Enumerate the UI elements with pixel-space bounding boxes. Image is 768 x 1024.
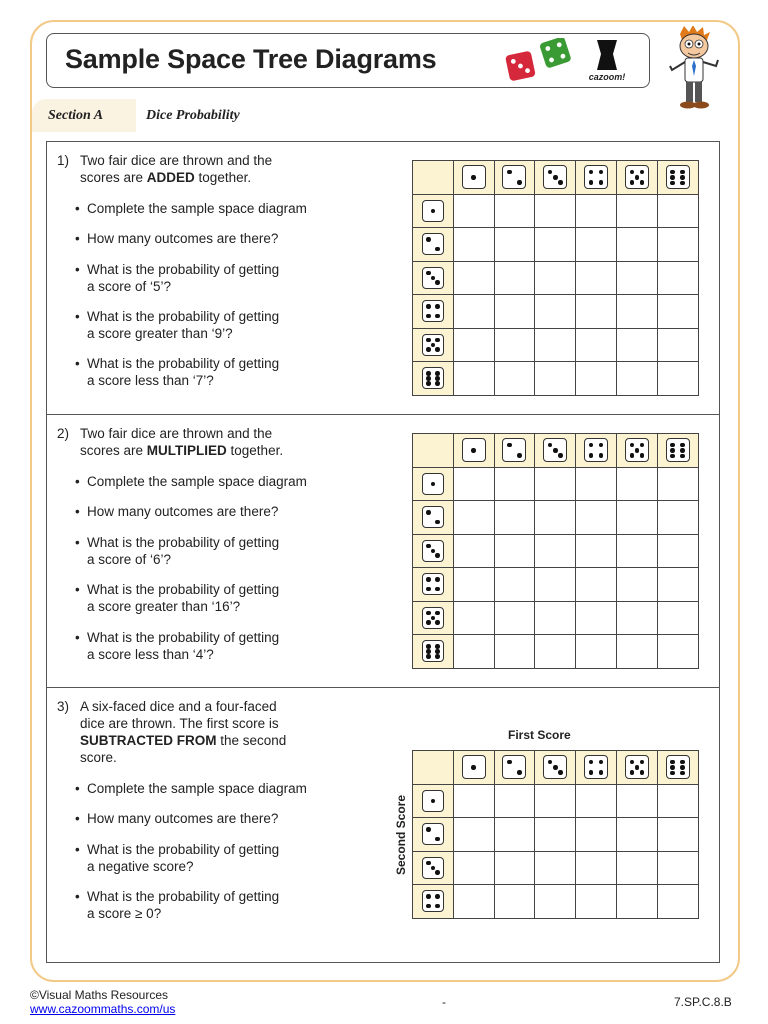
answer-cell[interactable] [494, 501, 535, 535]
row-header-cell [413, 228, 454, 262]
row-header-cell [413, 851, 454, 885]
answer-cell[interactable] [576, 328, 617, 362]
answer-cell[interactable] [657, 261, 698, 295]
task-item: • What is the probability of getting a score ≥ 0? [75, 888, 375, 922]
answer-cell[interactable] [576, 295, 617, 329]
answer-cell[interactable] [453, 362, 494, 396]
question-line: scores are ADDED together. [80, 170, 252, 185]
answer-cell[interactable] [535, 261, 576, 295]
question-line: A six-faced dice and a four-faced [80, 699, 277, 714]
answer-cell[interactable] [616, 534, 657, 568]
task-item: • How many outcomes are there? [75, 503, 375, 520]
row-header-cell [413, 467, 454, 501]
column-header-cell [657, 161, 698, 195]
answer-cell[interactable] [616, 784, 657, 818]
first-score-label: First Score [508, 728, 571, 742]
question-1-text [57, 152, 377, 186]
die-face-4-icon [584, 165, 608, 189]
answer-cell[interactable] [616, 194, 657, 228]
answer-cell[interactable] [657, 885, 698, 919]
die-face-1-icon [422, 473, 444, 495]
answer-cell[interactable] [453, 228, 494, 262]
answer-cell[interactable] [535, 228, 576, 262]
page-title: Sample Space Tree Diagrams [65, 44, 437, 74]
task-item: • What is the probability of getting a score less than ‘4’? [75, 629, 375, 663]
mascot-character-icon [662, 26, 724, 112]
grid-corner-cell [413, 751, 454, 785]
cazoom-logo-icon [579, 38, 635, 72]
die-face-4-icon [584, 438, 608, 462]
answer-cell[interactable] [576, 261, 617, 295]
die-face-1-icon [422, 790, 444, 812]
answer-cell[interactable] [576, 635, 617, 669]
title-banner [46, 33, 650, 88]
die-face-5-icon [625, 438, 649, 462]
task-item: • Complete the sample space diagram [75, 200, 375, 217]
die-face-5-icon [625, 165, 649, 189]
row-header-cell [413, 784, 454, 818]
answer-cell[interactable] [657, 818, 698, 852]
answer-cell[interactable] [494, 635, 535, 669]
die-face-6-icon [422, 367, 444, 389]
die-face-6-icon [666, 755, 690, 779]
answer-cell[interactable] [616, 885, 657, 919]
answer-cell[interactable] [494, 568, 535, 602]
row-header-cell [413, 362, 454, 396]
answer-cell[interactable] [576, 467, 617, 501]
question-line: dice are thrown. The first score is [80, 716, 279, 731]
footer-credits [30, 988, 175, 1016]
answer-cell[interactable] [453, 261, 494, 295]
answer-cell[interactable] [576, 885, 617, 919]
die-face-5-icon [625, 755, 649, 779]
column-header-cell [535, 751, 576, 785]
answer-cell[interactable] [535, 784, 576, 818]
answer-cell[interactable] [616, 635, 657, 669]
answer-cell[interactable] [535, 534, 576, 568]
answer-cell[interactable] [657, 601, 698, 635]
column-header-cell [616, 434, 657, 468]
answer-cell[interactable] [576, 194, 617, 228]
task-item: • How many outcomes are there? [75, 810, 375, 827]
sample-space-grid-2 [412, 433, 699, 669]
column-header-cell [494, 434, 535, 468]
row-header-cell [413, 635, 454, 669]
answer-cell[interactable] [535, 885, 576, 919]
die-face-4-icon [422, 573, 444, 595]
task-item: • What is the probability of getting a score of ‘5’? [75, 261, 375, 295]
die-face-2-icon [422, 506, 444, 528]
answer-cell[interactable] [453, 601, 494, 635]
question-number: 1) [57, 153, 70, 168]
column-header-cell [576, 434, 617, 468]
answer-cell[interactable] [494, 261, 535, 295]
answer-cell[interactable] [494, 784, 535, 818]
task-item: • How many outcomes are there? [75, 230, 375, 247]
answer-cell[interactable] [453, 885, 494, 919]
answer-cell[interactable] [616, 362, 657, 396]
die-face-1-icon [462, 165, 486, 189]
answer-cell[interactable] [453, 635, 494, 669]
answer-cell[interactable] [616, 295, 657, 329]
row-header-cell [413, 295, 454, 329]
page-marker: - [442, 995, 446, 1009]
die-face-3-icon [422, 267, 444, 289]
answer-cell[interactable] [576, 228, 617, 262]
column-header-cell [576, 161, 617, 195]
die-face-2-icon [422, 233, 444, 255]
answer-cell[interactable] [576, 784, 617, 818]
row-header-cell [413, 885, 454, 919]
answer-cell[interactable] [494, 328, 535, 362]
row-header-cell [413, 501, 454, 535]
column-header-cell [494, 751, 535, 785]
column-header-cell [616, 161, 657, 195]
operation-keyword: SUBTRACTED FROM [80, 733, 217, 748]
answer-cell[interactable] [576, 818, 617, 852]
answer-cell[interactable] [535, 601, 576, 635]
answer-cell[interactable] [576, 501, 617, 535]
row-header-cell [413, 818, 454, 852]
answer-cell[interactable] [453, 534, 494, 568]
answer-cell[interactable] [616, 818, 657, 852]
die-face-1-icon [422, 200, 444, 222]
standard-code: 7.SP.C.8.B [674, 995, 732, 1009]
task-item: • What is the probability of getting a score less than ‘7’? [75, 355, 375, 389]
column-header-cell [494, 161, 535, 195]
answer-cell[interactable] [535, 362, 576, 396]
answer-cell[interactable] [494, 534, 535, 568]
die-face-3-icon [422, 857, 444, 879]
answer-cell[interactable] [494, 885, 535, 919]
answer-cell[interactable] [494, 194, 535, 228]
answer-cell[interactable] [494, 818, 535, 852]
die-face-3-icon [422, 540, 444, 562]
sample-space-grid-3 [412, 750, 699, 919]
answer-cell[interactable] [453, 818, 494, 852]
die-face-2-icon [502, 438, 526, 462]
answer-cell[interactable] [616, 501, 657, 535]
operation-keyword: ADDED [146, 170, 195, 185]
answer-cell[interactable] [494, 467, 535, 501]
question-line: scores are MULTIPLIED together. [80, 443, 284, 458]
second-score-label: Second Score [394, 794, 408, 876]
row-header-cell [413, 601, 454, 635]
column-header-cell [535, 434, 576, 468]
answer-cell[interactable] [616, 601, 657, 635]
answer-cell[interactable] [453, 784, 494, 818]
row-header-cell [413, 328, 454, 362]
answer-cell[interactable] [535, 635, 576, 669]
answer-cell[interactable] [576, 601, 617, 635]
section-label: Section A [48, 108, 104, 123]
die-face-2-icon [422, 823, 444, 845]
answer-cell[interactable] [657, 851, 698, 885]
answer-cell[interactable] [453, 328, 494, 362]
die-face-4-icon [422, 890, 444, 912]
answer-cell[interactable] [616, 228, 657, 262]
grid-corner-cell [413, 434, 454, 468]
column-header-cell [616, 751, 657, 785]
answer-cell[interactable] [453, 568, 494, 602]
die-face-3-icon [543, 165, 567, 189]
operation-keyword: MULTIPLIED [146, 443, 227, 458]
question-line: Two fair dice are thrown and the [80, 153, 273, 168]
answer-cell[interactable] [657, 635, 698, 669]
question-line: score. [80, 750, 117, 765]
task-item: • What is the probability of getting a score greater than ‘16’? [75, 581, 375, 615]
die-face-4-icon [422, 300, 444, 322]
column-header-cell [453, 434, 494, 468]
column-header-cell [657, 434, 698, 468]
task-item: • What is the probability of getting a negative score? [75, 841, 375, 875]
die-face-3-icon [543, 755, 567, 779]
column-header-cell [535, 161, 576, 195]
answer-cell[interactable] [576, 851, 617, 885]
question-number: 3) [57, 699, 70, 714]
answer-cell[interactable] [535, 568, 576, 602]
answer-cell[interactable] [453, 851, 494, 885]
die-face-2-icon [502, 755, 526, 779]
task-item: • Complete the sample space diagram [75, 473, 375, 490]
answer-cell[interactable] [576, 568, 617, 602]
die-face-6-icon [422, 640, 444, 662]
answer-cell[interactable] [616, 568, 657, 602]
answer-cell[interactable] [535, 818, 576, 852]
answer-cell[interactable] [657, 568, 698, 602]
answer-cell[interactable] [494, 362, 535, 396]
die-face-6-icon [666, 438, 690, 462]
answer-cell[interactable] [494, 295, 535, 329]
answer-cell[interactable] [657, 534, 698, 568]
die-face-3-icon [543, 438, 567, 462]
answer-cell[interactable] [576, 534, 617, 568]
answer-cell[interactable] [535, 194, 576, 228]
website-link[interactable]: www.cazoommaths.com/us [30, 1002, 176, 1016]
answer-cell[interactable] [657, 295, 698, 329]
dice-logo-icon [499, 38, 579, 86]
answer-cell[interactable] [535, 501, 576, 535]
answer-cell[interactable] [657, 228, 698, 262]
answer-cell[interactable] [494, 851, 535, 885]
cazoom-logo [579, 38, 635, 84]
task-item: • Complete the sample space diagram [75, 780, 375, 797]
answer-cell[interactable] [535, 295, 576, 329]
answer-cell[interactable] [657, 194, 698, 228]
row-header-cell [413, 534, 454, 568]
answer-cell[interactable] [616, 851, 657, 885]
answer-cell[interactable] [657, 362, 698, 396]
question-3-text [57, 698, 377, 766]
column-header-cell [453, 751, 494, 785]
column-header-cell [576, 751, 617, 785]
row-header-cell [413, 568, 454, 602]
answer-cell[interactable] [535, 851, 576, 885]
answer-cell[interactable] [576, 362, 617, 396]
answer-cell[interactable] [453, 501, 494, 535]
answer-cell[interactable] [657, 467, 698, 501]
question-line: Two fair dice are thrown and the [80, 426, 273, 441]
die-face-4-icon [584, 755, 608, 779]
question-line: SUBTRACTED FROM the second [80, 733, 287, 748]
task-item: • What is the probability of getting a score greater than ‘9’? [75, 308, 375, 342]
column-header-cell [657, 751, 698, 785]
cazoom-brand-text: cazoom! [588, 72, 626, 82]
answer-cell[interactable] [535, 467, 576, 501]
answer-cell[interactable] [453, 295, 494, 329]
die-face-1-icon [462, 755, 486, 779]
answer-cell[interactable] [494, 228, 535, 262]
answer-cell[interactable] [616, 328, 657, 362]
answer-cell[interactable] [657, 328, 698, 362]
question-2-text [57, 425, 377, 459]
grid-corner-cell [413, 161, 454, 195]
answer-cell[interactable] [494, 601, 535, 635]
answer-cell[interactable] [453, 194, 494, 228]
die-face-6-icon [666, 165, 690, 189]
task-item: • What is the probability of getting a score of ‘6’? [75, 534, 375, 568]
answer-cell[interactable] [535, 328, 576, 362]
answer-cell[interactable] [616, 261, 657, 295]
row-header-cell [413, 194, 454, 228]
question-number: 2) [57, 426, 70, 441]
copyright-text: ©Visual Maths Resources [30, 988, 169, 1002]
die-face-1-icon [462, 438, 486, 462]
die-face-5-icon [422, 607, 444, 629]
answer-cell[interactable] [453, 467, 494, 501]
row-header-cell [413, 261, 454, 295]
answer-cell[interactable] [616, 467, 657, 501]
answer-cell[interactable] [657, 501, 698, 535]
die-face-2-icon [502, 165, 526, 189]
sample-space-grid-1 [412, 160, 699, 396]
section-topic: Dice Probability [146, 108, 240, 123]
column-header-cell [453, 161, 494, 195]
answer-cell[interactable] [657, 784, 698, 818]
die-face-5-icon [422, 334, 444, 356]
